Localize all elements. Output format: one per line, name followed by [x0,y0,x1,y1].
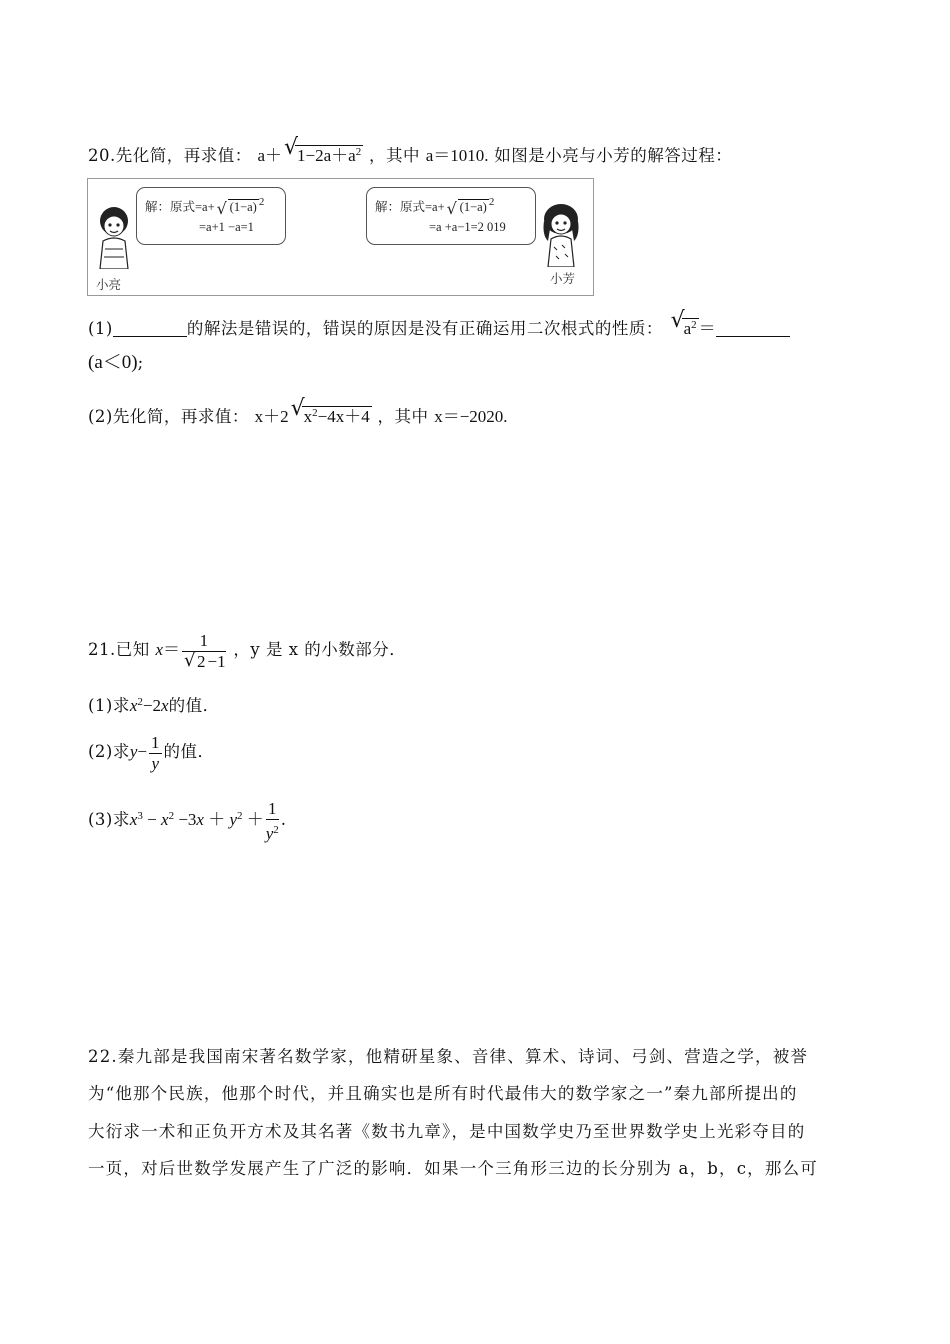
q20-solution-figure [87,178,594,296]
q20-stem-suffix: ，其中 [368,146,420,165]
xiaoliang-figure-icon [92,205,136,269]
xiaoliang-name: 小亮 [96,277,122,292]
q21-p1-expression: $x^2-2x$ [129,696,169,715]
q21-stem [88,628,406,672]
q20-stem [88,135,733,167]
q21-p1: (1)求 [88,696,130,715]
xiaofang-bubble: 解：原式=a+ √ (1−a) 2 =a +a−1=2 019 [366,187,536,245]
q21-part3 [88,794,287,844]
q20-a-value: a＝1010. [425,146,489,165]
xiaofang-line2: =a +a−1=2 019 [429,220,506,234]
q21-p2-expression: y− $\frac{1}{y}$ [129,732,160,773]
xiaofang-solve: 解：原式=a+ [375,200,445,214]
q22-line2: 为“他那个民族，他那个时代，并且确实也是所有时代最伟大的数学家之一”秦九部所提出的 [88,1084,798,1103]
xiaofang-root: (1−a) [459,200,487,214]
q20-p1-prefix: (1) [88,319,113,338]
q21-x-def: x＝ 1 √ 2 −1 [155,630,226,671]
q20-p1-end: ; [137,353,144,372]
xiaofang-name: 小芳 [550,271,576,286]
q20-part2 [88,396,508,428]
xiaoliang-bubble: 解：原式=a+ √ (1−a) 2 =a+1 −a=1 [136,187,286,245]
q21-p2-end: 的值． [163,742,215,761]
q21-stem-prefix: 21.已知 [88,640,150,659]
q20-p2-suffix: ，其中 [377,407,429,426]
xiaoliang-root: (1−a) [229,200,257,214]
xiaofang-figure-icon [538,201,584,267]
q20-expression: a＋ √ $1-2a+a^2$ [257,135,362,165]
q20-part1 [88,308,790,340]
q21-stem-suffix: ，y 是 x 的小数部分． [233,640,407,659]
q21-p1-end: 的值． [168,696,220,715]
q20-part1-cond [88,352,144,374]
q20-stem-prefix: 20.先化简，再求值： [88,146,252,165]
q20-blank-2[interactable] [716,318,790,337]
q21-p3-end: . [280,810,287,829]
q21-part1 [88,691,220,717]
q21-p3: (3)求 [88,810,130,829]
q20-p1-text: 的解法是错误的，错误的原因是没有正确运用二次根式的性质： [186,319,663,338]
xiaoliang-solve: 解：原式=a+ [145,200,215,214]
q20-p2-expression: x＋2 √ $x^2-4x+4$ [254,396,370,426]
q20-p2-value: x＝−2020. [434,407,508,426]
q22-line1: 22.秦九部是我国南宋著名数学家，他精研星象、音律、算术、诗词、弓剑、营造之学，被誉 [88,1047,809,1066]
q22-line4: 一页，对后世数学发展产生了广泛的影响．如果一个三角形三边的长分别为 a，b，c，那么可 [88,1159,818,1178]
q21-part2 [88,730,215,774]
q20-p1-cond: (a＜0) [88,352,138,373]
q21-p2: (2)求 [88,742,130,761]
q22-line3: 大衍求一术和正负开方术及其名著《数书九章》，是中国数学史乃至世界数学史上光彩夺目的 [88,1122,806,1141]
q20-blank-1[interactable] [113,318,187,337]
q20-stem-tail: 如图是小亮与小芳的解答过程： [494,146,733,165]
q20-p2-prefix: (2)先化简，再求值： [88,407,249,426]
q20-sqrt-a2: √ $a^2$ ＝ [670,308,716,338]
q21-p3-expression: $x^3 - x^2 -3x + y^2$ ＋ $\frac{1}{y^2}$ [129,798,279,843]
xiaoliang-line2: =a+1 −a=1 [199,220,254,234]
